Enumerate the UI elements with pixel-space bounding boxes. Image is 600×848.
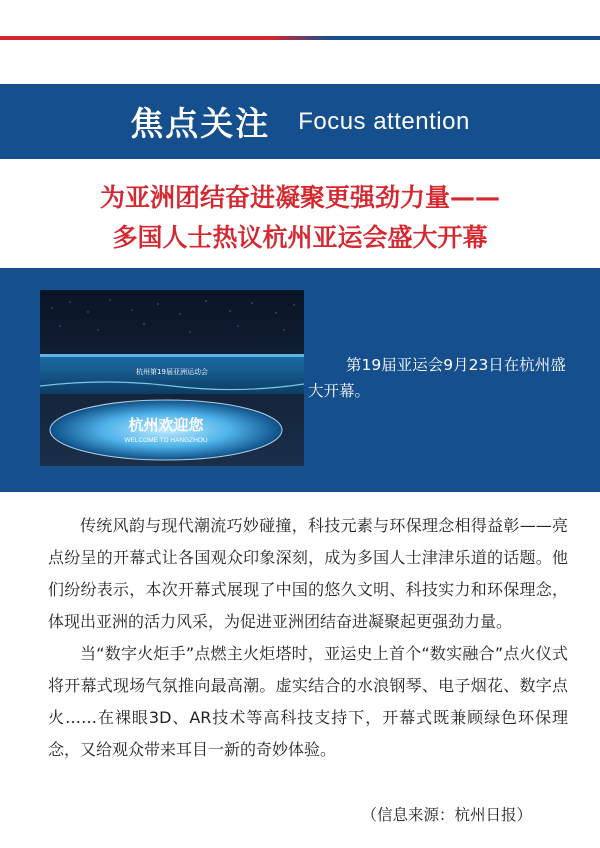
ceremony-photo: [40, 290, 304, 466]
article-headline: [0, 178, 600, 258]
stage-text-zh: 杭州欢迎您: [128, 416, 204, 434]
section-title-en: Focus attention: [298, 107, 470, 135]
screen-text: 杭州第19届亚洲运动会: [136, 368, 208, 376]
source-note: （信息来源：杭州日报）: [361, 806, 532, 824]
article-paragraph: 当“数字火炬手”点燃主火炬塔时，亚运史上首个“数实融合”点火仪式将开幕式现场气氛推向最高潮。虚实结合的水浪钢琴、电子烟花、数字点火……在裸眼3D、AR技术等高科技支持下，开幕式既兼顾绿色环保理念，又给观众带来耳目一新的奇妙体验。: [48, 644, 568, 759]
top-divider: [0, 36, 600, 40]
article-paragraph: 传统风韵与现代潮流巧妙碰撞，科技元素与环保理念相得益彰——亮点纷呈的开幕式让各国观众印象深刻，成为多国人士津津乐道的话题。他们纷纷表示，本次开幕式展现了中国的悠久文明、科技实力和环保理念，体现出亚洲的活力风采，为促进亚洲团结奋进凝聚起更强劲力量。: [48, 516, 568, 631]
headline-line-2: 多国人士热议杭州亚运会盛大开幕: [112, 223, 488, 252]
section-title-zh: 焦点关注: [130, 104, 271, 143]
section-banner: [0, 84, 600, 159]
stage-text-en: WELCOME TO HANGZHOU: [124, 437, 208, 444]
photo-caption: 第19届亚运会9月23日在杭州盛大开幕。: [308, 356, 566, 400]
headline-line-1: 为亚洲团结奋进凝聚更强劲力量——: [99, 183, 500, 212]
article-body: [48, 510, 568, 766]
